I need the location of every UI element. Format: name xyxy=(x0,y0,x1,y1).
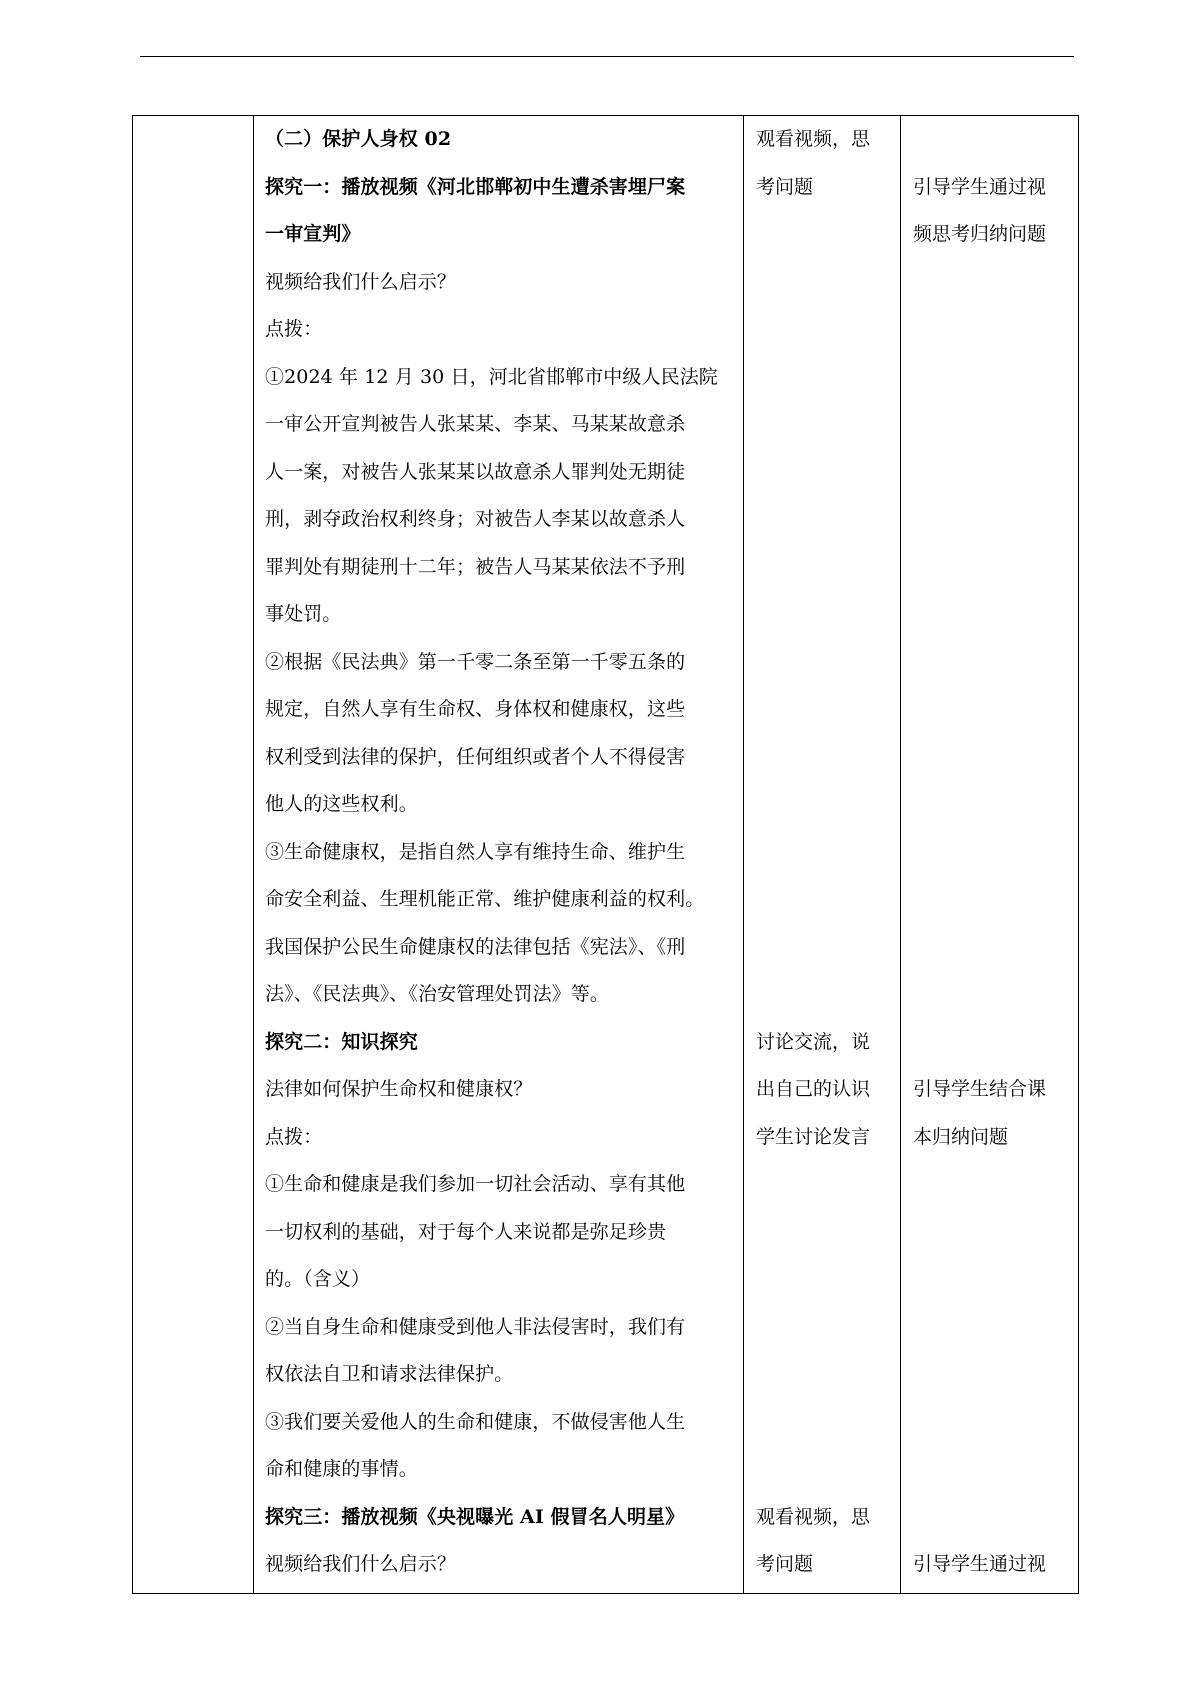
inquiry2-paragraph-line: 命和健康的事情。 xyxy=(265,1458,418,1480)
inquiry1-paragraph-line: 命安全利益、生理机能正常、维护健康利益的权利。 xyxy=(265,888,705,910)
header-rule xyxy=(140,56,1074,57)
inquiry1-paragraph-line: 人一案，对被告人张某某以故意杀人罪判处无期徒 xyxy=(265,460,686,483)
inquiry1-paragraph-line: 他人的这些权利。 xyxy=(265,793,418,815)
design-intent-column xyxy=(901,116,1079,1594)
design-intent-line: 引导学生结合课 xyxy=(913,1078,1047,1100)
inquiry1-paragraph-line: ②根据《民法典》第一千零二条至第一千零五条的 xyxy=(265,650,686,673)
inquiry3-question: 视频给我们什么启示？ xyxy=(265,1553,457,1575)
inquiry1-paragraph-line: 罪判处有期徒刑十二年；被告人马某某依法不予刑 xyxy=(265,555,686,578)
lesson-plan-table xyxy=(132,115,1079,1594)
inquiry2-hint-label: 点拨： xyxy=(265,1125,323,1148)
section-title: （二）保护人身权 02 xyxy=(265,128,452,150)
stage-column xyxy=(133,116,254,1594)
inquiry1-paragraph-line: 事处罚。 xyxy=(265,603,342,625)
student-activity-line: 讨论交流，说 xyxy=(756,1030,871,1053)
inquiry1-paragraph-line: 刑，剥夺政治权利终身；对被告人李某以故意杀人 xyxy=(265,508,686,530)
student-activity-line: 观看视频，思 xyxy=(756,1505,871,1528)
inquiry1-hint-label: 点拨： xyxy=(265,318,323,340)
inquiry1-paragraph-line: ③生命健康权，是指自然人享有维持生命、维护生 xyxy=(265,840,686,863)
inquiry2-title: 探究二：知识探究 xyxy=(265,1030,418,1053)
inquiry2-paragraph-line: ③我们要关爱他人的生命和健康，不做侵害他人生 xyxy=(265,1410,686,1433)
teaching-content-column xyxy=(254,116,744,1594)
student-activity-line: 学生讨论发言 xyxy=(756,1125,871,1148)
design-intent-line: 引导学生通过视 xyxy=(913,1553,1047,1575)
inquiry1-paragraph-line: 一审公开宣判被告人张某某、李某、马某某故意杀 xyxy=(265,413,686,435)
design-intent-line: 本归纳问题 xyxy=(913,1125,1009,1148)
inquiry3-title: 探究三：播放视频《央视曝光 AI 假冒名人明星》 xyxy=(265,1505,685,1528)
design-intent-line: 引导学生通过视 xyxy=(913,175,1047,198)
design-intent-line: 频思考归纳问题 xyxy=(913,223,1047,245)
student-activity-column xyxy=(744,116,901,1594)
student-activity-line: 考问题 xyxy=(756,1553,814,1575)
inquiry1-title-line: 探究一：播放视频《河北邯郸初中生遭杀害埋尸案 xyxy=(265,175,686,198)
inquiry1-paragraph-line: 权利受到法律的保护，任何组织或者个人不得侵害 xyxy=(265,745,686,768)
inquiry2-paragraph-line: 一切权利的基础，对于每个人来说都是弥足珍贵 xyxy=(265,1220,667,1243)
student-activity-line: 观看视频，思 xyxy=(756,128,871,150)
inquiry1-paragraph-line: 法》、《民法典》、《治安管理处罚法》等。 xyxy=(265,983,610,1005)
inquiry2-paragraph-line: 权依法自卫和请求法律保护。 xyxy=(265,1363,514,1385)
inquiry2-paragraph-line: ②当自身生命和健康受到他人非法侵害时，我们有 xyxy=(265,1315,686,1338)
inquiry1-paragraph-line: 规定，自然人享有生命权、身体权和健康权，这些 xyxy=(265,698,686,720)
inquiry1-title-line: 一审宣判》 xyxy=(265,223,361,245)
student-activity-line: 考问题 xyxy=(756,175,814,198)
inquiry1-paragraph-line: 我国保护公民生命健康权的法律包括《宪法》、《刑 xyxy=(265,935,686,958)
student-activity-line: 出自己的认识 xyxy=(756,1078,871,1100)
inquiry1-question: 视频给我们什么启示？ xyxy=(265,270,457,293)
inquiry2-paragraph-line: 的。（含义） xyxy=(265,1268,371,1290)
inquiry1-paragraph-line: ①2024 年 12 月 30 日，河北省邯郸市中级人民法院 xyxy=(265,365,718,388)
inquiry2-question: 法律如何保护生命权和健康权？ xyxy=(265,1078,533,1100)
inquiry2-paragraph-line: ①生命和健康是我们参加一切社会活动、享有其他 xyxy=(265,1173,686,1195)
